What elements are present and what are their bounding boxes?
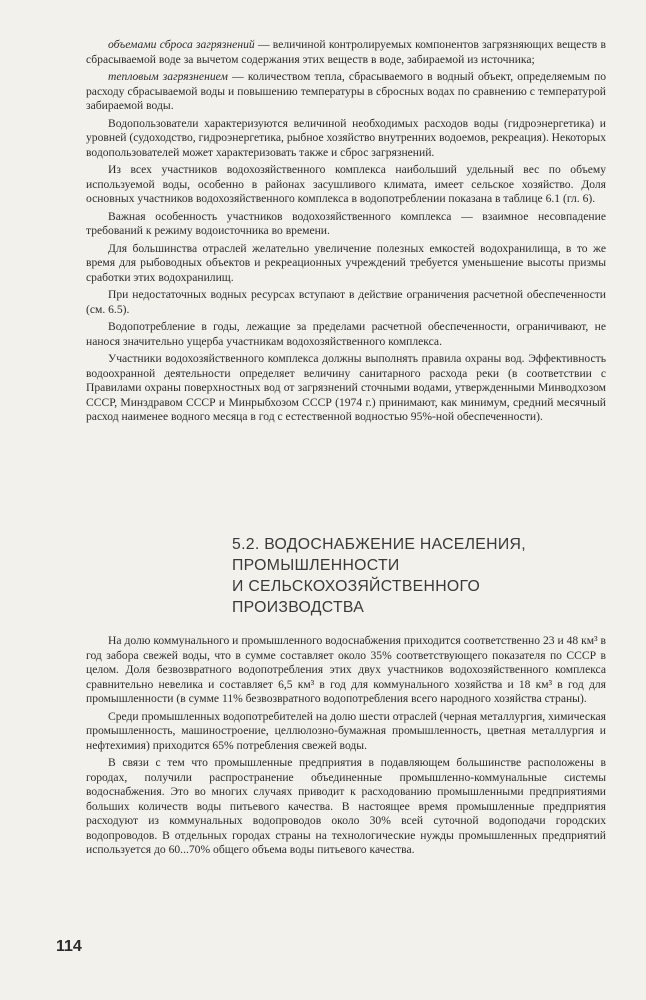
heading-line: ПРОИЗВОДСТВА [232,599,365,616]
paragraph: Участники водохозяйственного комплекса должны выполнять правила охраны вод. Эффективность водоохранной деятельности определяет величину санитарного расхода реки (в соответствии с Правилами охраны поверхностных вод от загрязнений сточными водами, утвержденными Минводхозом СССР, Минздравом СССР и Минрыбхозом СССР (1974 г.) принимают, как минимум, средний месячный расход наименее водного месяца в год с естественной водностью 95%-ной обеспеченности). [86,352,606,423]
heading-line: ПРОМЫШЛЕННОСТИ [232,557,400,574]
paragraph: Важная особенность участников водохозяйственного комплекса — взаимное несовпадение требований к режиму водоисточника во времени. [86,209,606,237]
paragraph: На долю коммунального и промышленного водоснабжения приходится соответственно 23 и 48 км³ в год забора свежей воды, что в сумме составляет около 35% соответствующего показателя по СССР в целом. Доля безвозвратного водопотребления этих двух участников водохозяйственного комплекса сравнительно невелика и составляет 6,5 км³ в год для коммунального хозяйства и 18 км³ в год для промышленности (в сумме 11% безвозвратного водопотребления всего народного хозяйства страны). [86,634,606,705]
heading-line: И СЕЛЬСКОХОЗЯЙСТВЕННОГО [232,578,481,595]
paragraph: тепловым загрязнением — количеством тепла, сбрасываемого в водный объект, определяемым по расходу сбрасываемой воды и повышению температуры в сбросных водах по сравнению с температурой забираемой воды. [86,70,607,112]
paragraph: При недостаточных водных ресурсах вступают в действие ограничения расчетной обеспеченности (см. 6.5). [86,288,606,316]
page-number: 114 [56,938,82,955]
paragraph: Из всех участников водохозяйственного комплекса наибольший удельный вес по объему используемой воды, особенно в районах засушливого климата, имеет сельское хозяйство. Доля основных участников водохозяйственного комплекса в водопотреблении показана в таблице 6.1 (гл. 6). [86,163,606,205]
paragraph: Водопотребление в годы, лежащие за пределами расчетной обеспеченности, ограничивают, не нанося значительно ущерба участникам водохозяйственного комплекса. [86,320,606,348]
paragraph: Водопользователи характеризуются величиной необходимых расходов воды (гидроэнергетика) и уровней (судоходство, гидроэнергетика, рыбное хозяйство внутренних водоемов, рекреация). Некоторых водопользователей может характеризовать также и сброс загрязнений. [86,116,606,159]
top-text-block [86,38,606,428]
paragraph: объемами сброса загрязнений — величиной контролируемых компонентов загрязняющих веществ в сбрасываемой воде за вычетом содержания этих веществ в воде, забираемой из источника; [86,38,607,66]
paragraph: Среди промышленных водопотребителей на долю шести отраслей (черная металлургия, химическая промышленность, машиностроение, целлюлозно-бумажная промышленность, цветная металлургия и нефтехимия) приходится 65% потребления свежей воды. [86,709,606,752]
paragraph: Для большинства отраслей желательно увеличение полезных емкостей водохранилища, в то же время для рыбоводных объектов и рекреационных учреждений требуется уменьшение высоты призмы сработки этих водохранилищ. [86,241,606,284]
section-heading [232,534,602,618]
bottom-text-block [86,634,606,861]
paragraph: В связи с тем что промышленные предприятия в подавляющем большинстве расположены в городах, получили распространение объединенные промышленно-коммунальные системы водоснабжения. Это во многих случаях приводит к расходованию промышленными предприятиями больших количеств воды питьевого качества. В настоящее время промышленные предприятия расходуют из коммунальных водопроводов около 30% всей суточной водоподачи городских водопроводов. В отдельных городах страны на технологические нужды промышленных предприятий используется до 60...70% общего объема воды питьевого качества. [86,756,606,856]
heading-line: 5.2. ВОДОСНАБЖЕНИЕ НАСЕЛЕНИЯ, [232,536,526,553]
